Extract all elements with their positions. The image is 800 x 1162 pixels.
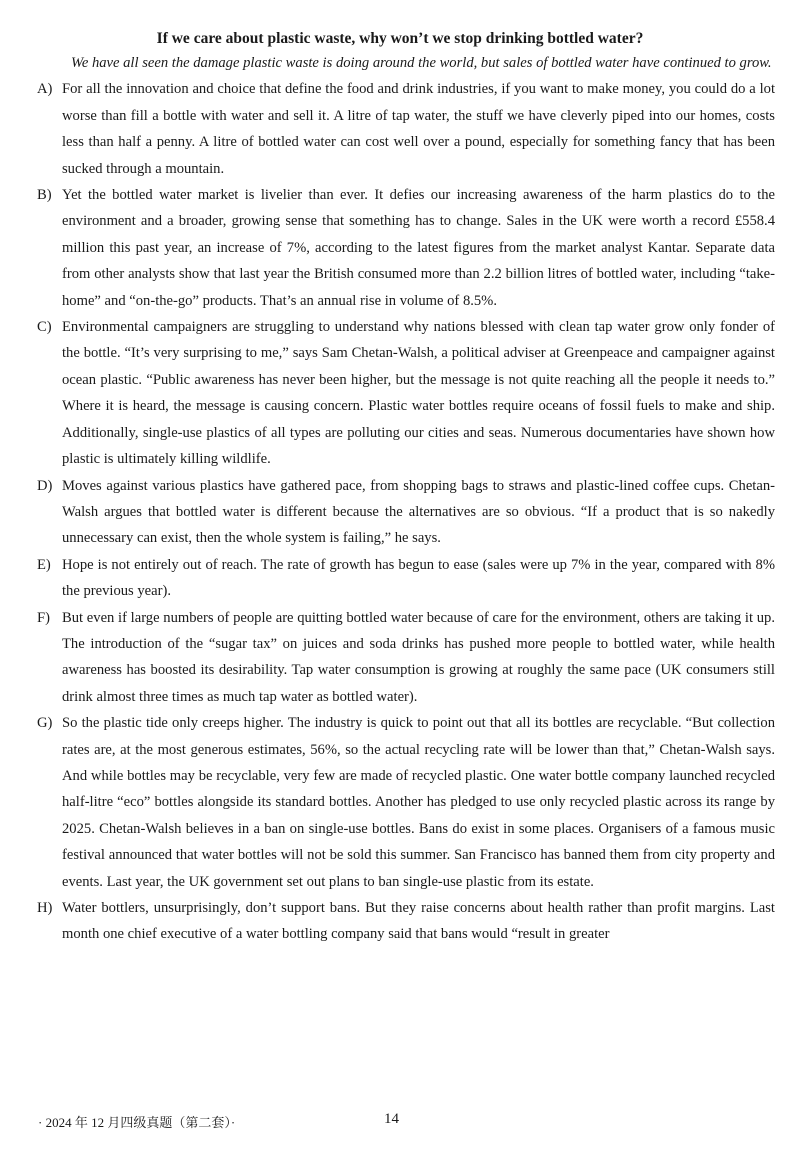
paragraph-text: Water bottlers, unsurprisingly, don’t support bans. But they raise concerns about health rather than profit margins. Last month one chief executive of a water bottling company said that bans would “result in greater	[62, 900, 775, 943]
paragraph-text: Moves against various plastics have gathered pace, from shopping bags to straws and plastic-lined coffee cups. Chetan-Walsh argues that bottled water is different because the alternatives are so obvious. “If a product that is so nakedly unnecessary can exist, then the whole system is failing,” he says.	[62, 477, 775, 547]
paragraph-label: F)	[37, 609, 50, 626]
paragraph-c	[37, 314, 775, 472]
paragraph-label: B)	[37, 187, 52, 204]
paragraph-text: Hope is not entirely out of reach. The rate of growth has begun to ease (sales were up 7% in the year, compared with 8% the previous year).	[62, 556, 775, 600]
paragraph-text: For all the innovation and choice that define the food and drink industries, if you want to make money, you could do a lot worse than fill a bottle with water and sell it. A litre of tap water, the stuff we have cleverly piped into our homes, costs less than half a penny. A litre of bottled water can cost well over a pound, especially for something fancy that has been sucked through a mountain.	[62, 81, 775, 177]
paragraph-g	[37, 710, 775, 895]
paragraph-a	[37, 76, 775, 182]
paragraph-label: D)	[37, 477, 53, 494]
paragraph-text: Yet the bottled water market is livelier than ever. It defies our increasing awareness of the harm plastics do to the environment and a broader, growing sense that something has to change. Sales in the UK were worth a record £558.4 million this past year, an increase of 7%, according to the latest figures from the market analyst Kantar. Separate data from other analysts show that last year the British consumed more than 2.2 billion litres of bottled water, including “take-home” and “on-the-go” products. That’s an annual rise in volume of 8.5%.	[62, 187, 775, 309]
paragraph-e	[37, 552, 775, 605]
paragraph-text: Environmental campaigners are struggling to understand why nations blessed with clean tap water grow only fonder of the bottle. “It’s very surprising to me,” says Sam Chetan-Walsh, a political adviser at Greenpeace and campaigner against ocean plastic. “Public awareness has never been higher, but the message is not quite reaching all the people it needs to.” Where it is heard, the message is causing concern. Plastic water bottles require oceans of fossil fuels to make and ship. Additionally, single-use plastics of all types are polluting our cities and seas. Numerous documentaries have shown how plastic is ultimately killing wildlife.	[62, 319, 775, 468]
paragraph-f	[37, 605, 775, 711]
paragraph-label: H)	[37, 900, 53, 916]
paragraph-h	[37, 895, 775, 948]
paragraph-label: G)	[37, 715, 53, 732]
paragraph-label: C)	[37, 319, 52, 336]
paragraph-b	[37, 182, 775, 314]
paragraph-text: But even if large numbers of people are quitting bottled water because of care for the environment, others are taking it up. The introduction of the “sugar tax” on juices and soda drinks has pushed more people to bottled water, while health awareness has boosted its desirability. Tap water consumption is growing at roughly the same pace (UK consumers still drink almost three times as much tap water as bottled water).	[62, 609, 775, 705]
paragraph-text: So the plastic tide only creeps higher. The industry is quick to point out that all its bottles are recyclable. “But collection rates are, at the most generous estimates, 56%, so the actual recycling rate will be lower than that,” Chetan-Walsh says. And while bottles may be recyclable, very few are made of recycled plastic. One water bottle company launched recycled half-litre “eco” bottles alongside its standard bottles. Another has pledged to use only recycled plastic across its range by 2025. Chetan-Walsh believes in a ban on single-use bottles. Bans do exist in some places. Organisers of a famous music festival announced that water bottles will not be sold this summer. San Francisco has banned them from city property and events. Last year, the UK government set out plans to ban single-use plastic from its estate.	[62, 715, 775, 890]
article-title: If we care about plastic waste, why won’t we stop drinking bottled water?	[156, 30, 644, 47]
paragraph-label: E)	[37, 556, 51, 573]
paragraph-d	[37, 473, 775, 552]
article-body	[37, 50, 775, 948]
paragraph-label: A)	[37, 81, 53, 98]
page-number: 14	[384, 1111, 399, 1127]
intro-text: We have all seen the damage plastic waste is doing around the world, but sales of bottled water have continued to grow.	[71, 55, 772, 71]
footer-source: · 2024 年 12 月四级真题（第二套）·	[38, 1115, 236, 1130]
